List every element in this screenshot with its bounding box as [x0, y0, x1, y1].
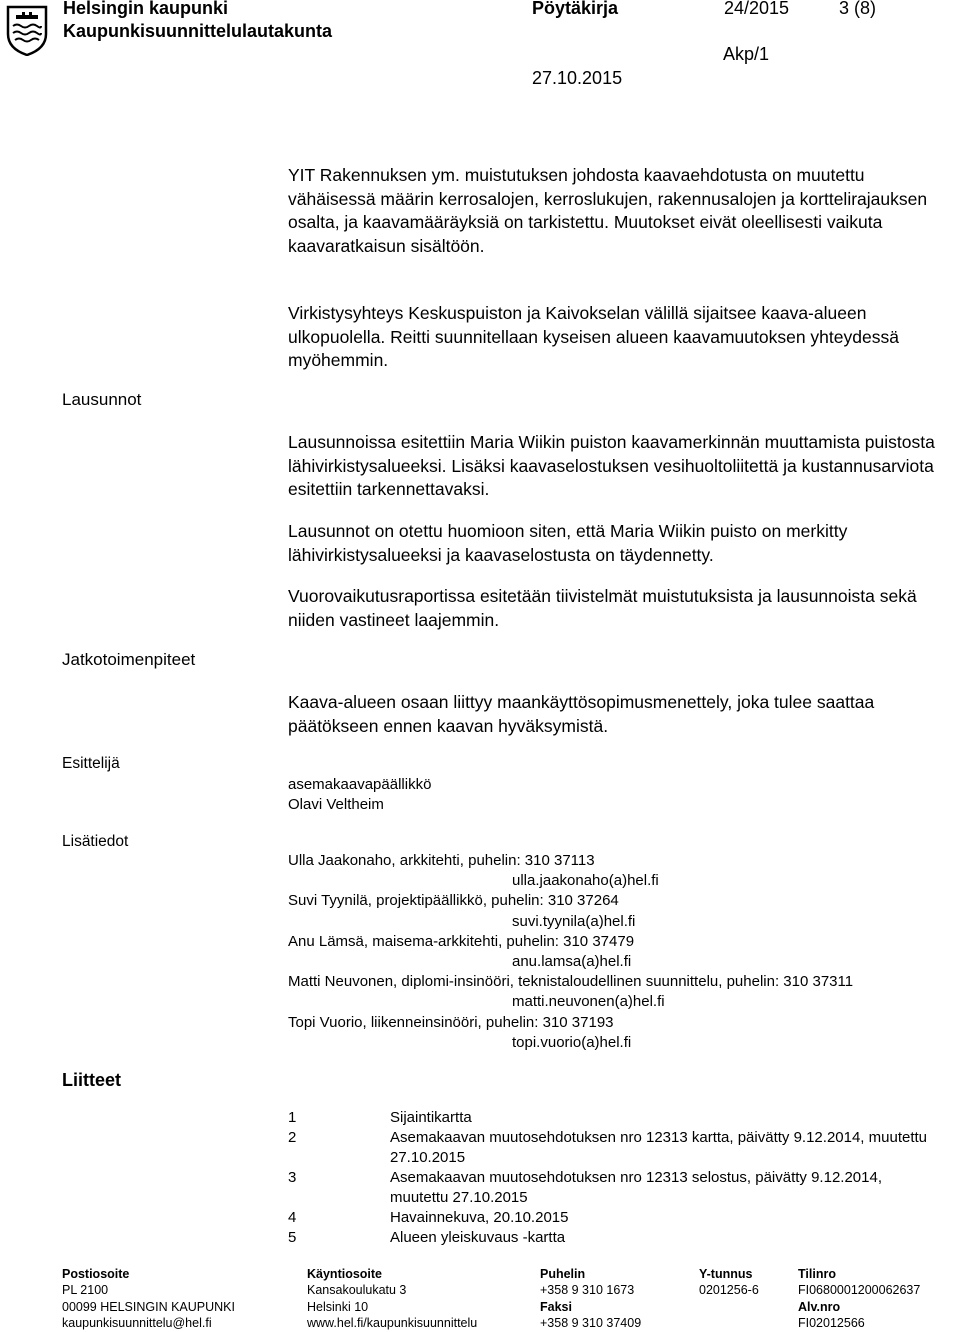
attachment-title: Havainnekuva, 20.10.2015	[390, 1209, 569, 1226]
label-lisatiedot: Lisätiedot	[62, 833, 129, 850]
footer-web-link[interactable]: www.hel.fi/kaupunkisuunnittelu	[307, 1316, 478, 1331]
contact-email: anu.lamsa(a)hel.fi	[512, 953, 632, 971]
list-item	[288, 1128, 950, 1168]
footer-value: PL 2100	[62, 1283, 109, 1298]
footer-value: FI02012566	[798, 1316, 865, 1331]
attachment-title: Sijaintikartta	[390, 1109, 472, 1126]
footer-heading: Y-tunnus	[699, 1267, 753, 1281]
paragraph-statements: Lausunnoissa esitettiin Maria Wiikin puiston kaavamerkinnän muuttamista puistosta lähivirkistysalueeksi. Lisäksi kaavaselostuksen vesihuoltoliitettä ja kustannusarviota esitettiin tarkennettavaksi.	[288, 432, 935, 499]
footer-visiting-address	[307, 1266, 477, 1332]
list-item	[288, 1228, 950, 1248]
label-liitteet: Liitteet	[62, 1070, 122, 1090]
list-item	[288, 1168, 950, 1208]
footer-value: Kansakoulukatu 3	[307, 1283, 407, 1298]
attachment-title: Alueen yleiskuvaus -kartta	[390, 1229, 566, 1246]
contact-email: topi.vuorio(a)hel.fi	[512, 1033, 632, 1051]
paragraph-recreation-link: Virkistysyhteys Keskuspuiston ja Kaivokselan välillä sijaitsee kaava-alueen ulkopuolella. Reitti suunnitellaan kyseisen alueen kaavamuutoksen yhteydessä myöhemmin.	[288, 303, 899, 370]
footer-business-id	[699, 1266, 759, 1299]
contact-text: Matti Neuvonen, diplomi-insinööri, teknistaloudellinen suunnittelu, puhelin: 310 37311	[288, 973, 854, 991]
attachment-number: 1	[288, 1109, 297, 1126]
attachment-number: 5	[288, 1229, 297, 1246]
attachment-number: 4	[288, 1209, 297, 1226]
contact-email: suvi.tyynila(a)hel.fi	[512, 912, 636, 930]
contact-text: Suvi Tyynilä, projektipäällikkö, puhelin: 310 37264	[288, 892, 619, 910]
page-number: 3 (8)	[839, 0, 877, 18]
section-id: Akp/1	[723, 44, 770, 64]
label-lausunnot: Lausunnot	[62, 390, 142, 409]
footer-email-link[interactable]: kaupunkisuunnittelu@hel.fi	[62, 1316, 212, 1331]
footer-heading: Käyntiosoite	[307, 1267, 383, 1281]
meeting-date: 27.10.2015	[532, 68, 623, 88]
contact-email: matti.neuvonen(a)hel.fi	[512, 993, 665, 1011]
attachment-title: Asemakaavan muutosehdotuksen nro 12313 selostus, päivätty 9.12.2014, muutettu 27.10.2015	[390, 1169, 882, 1206]
attachment-number: 2	[288, 1129, 297, 1146]
footer-phone-fax	[540, 1266, 641, 1332]
footer-value: 00099 HELSINGIN KAUPUNKI	[62, 1299, 235, 1314]
label-esittelija: Esittelijä	[62, 755, 120, 772]
footer-value: Helsinki 10	[307, 1299, 369, 1314]
footer-heading: Tilinro	[798, 1267, 836, 1281]
document-type: Pöytäkirja	[532, 0, 619, 18]
footer-value: 0201256-6	[699, 1283, 759, 1298]
footer-heading: Faksi	[540, 1299, 572, 1314]
paragraph-statements-response: Lausunnot on otettu huomioon siten, että Maria Wiikin puisto on merkitty lähivirkistysalueeksi ja kaavaselostusta on täydennetty.	[288, 521, 848, 565]
footer-heading: Puhelin	[540, 1267, 586, 1281]
label-jatkotoimenpiteet: Jatkotoimenpiteet	[62, 650, 196, 669]
presenter-title: asemakaavapäällikkö	[288, 776, 432, 793]
footer-value: +358 9 310 37409	[540, 1316, 642, 1331]
paragraph-yit-objection: YIT Rakennuksen ym. muistutuksen johdosta kaavaehdotusta on muutettu vähäisessä määrin kerrosalojen, kerroslukujen, rakennusalojen ja korttelirajauksen osalta, ja kaavamääräyksiä on tarkistettu. Muutokset eivät oleellisesti vaikuta kaavaratkaisun sisältöön.	[288, 165, 928, 256]
paragraph-interaction-report: Vuorovaikutusraportissa esitetään tiivistelmät muistutuksista ja lausunnoista sekä niiden vastineet laajemmin.	[288, 586, 917, 630]
paragraph-land-use-agreement: Kaava-alueen osaan liittyy maankäyttösopimusmenettely, joka tulee saattaa päätökseen ennen kaavan hyväksymistä.	[288, 692, 875, 736]
city-name: Helsingin kaupunki	[63, 0, 229, 18]
footer-value: FI0680001200062637	[798, 1283, 921, 1298]
contact-email: ulla.jaakonaho(a)hel.fi	[512, 872, 659, 890]
attachment-title: Asemakaavan muutosehdotuksen nro 12313 kartta, päivätty 9.12.2014, muutettu 27.10.2015	[390, 1129, 928, 1166]
footer-bank-vat	[798, 1266, 920, 1332]
footer-heading: Alv.nro	[798, 1299, 841, 1314]
contact-text: Ulla Jaakonaho, arkkitehti, puhelin: 310 37113	[288, 852, 595, 869]
footer-heading: Postiosoite	[62, 1267, 130, 1281]
minutes-number: 24/2015	[724, 0, 790, 18]
contact-text: Topi Vuorio, liikenneinsinööri, puhelin: 310 37193	[288, 1013, 614, 1031]
attachment-list	[288, 1108, 950, 1248]
presenter-name: Olavi Veltheim	[288, 796, 384, 813]
attachment-number: 3	[288, 1169, 297, 1186]
contact-list	[288, 851, 948, 1053]
helsinki-crest-logo	[5, 4, 49, 56]
contact-text: Anu Lämsä, maisema-arkkitehti, puhelin: 310 37479	[288, 932, 635, 950]
footer-postal-address	[62, 1266, 235, 1332]
board-name: Kaupunkisuunnittelulautakunta	[63, 21, 333, 41]
list-item	[288, 1108, 950, 1128]
footer-value: +358 9 310 1673	[540, 1283, 635, 1298]
list-item	[288, 1208, 950, 1228]
